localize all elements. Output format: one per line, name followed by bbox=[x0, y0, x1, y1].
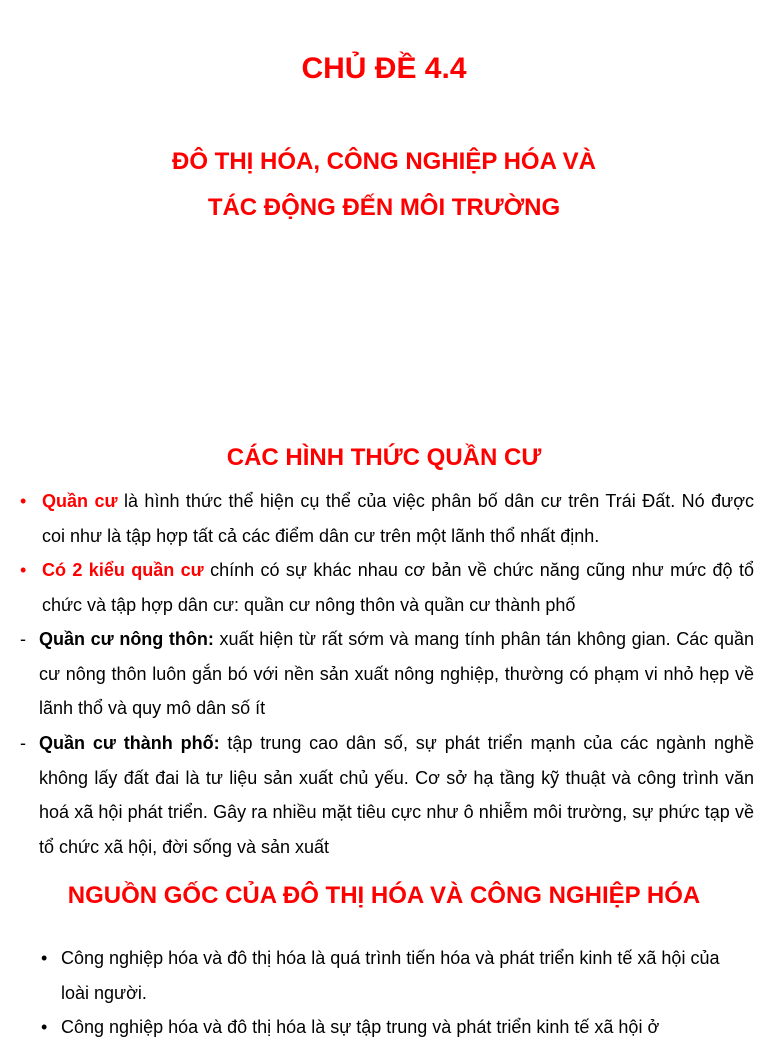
section-heading-settlement: CÁC HÌNH THỨC QUẦN CƯ bbox=[226, 444, 542, 471]
section-heading-origins: NGUỒN GỐC CỦA ĐÔ THỊ HÓA VÀ CÔNG NGHIỆP HÓA bbox=[67, 882, 701, 909]
paragraph bbox=[39, 726, 754, 864]
lead-term: Quần cư nông thôn: bbox=[39, 629, 214, 649]
subtitle-line-2: TÁC ĐỘNG ĐẾN MÔI TRƯỜNG bbox=[207, 194, 561, 221]
paragraph-text: xuất hiện từ rất sớm và mang tính phân tán không gian. Các quần cư nông thôn luôn gắn bó với nền sản xuất nông nghiệp, thường có phạm vi nhỏ hẹp về lãnh thổ và quy mô dân số ít bbox=[39, 629, 754, 718]
bullet-marker: • bbox=[41, 948, 48, 968]
subtitle-line-1: ĐÔ THỊ HÓA, CÔNG NGHIỆP HÓA VÀ bbox=[171, 148, 597, 175]
lead-term: Quần cư thành phố: bbox=[39, 733, 220, 753]
bullet-marker: • bbox=[41, 1017, 48, 1037]
lead-term: Có 2 kiểu quần cư bbox=[42, 560, 204, 580]
paragraph bbox=[42, 484, 754, 553]
topic-title: CHỦ ĐỀ 4.4 bbox=[301, 52, 467, 85]
lead-term: Quần cư bbox=[42, 491, 118, 511]
dash-marker: - bbox=[20, 733, 26, 753]
paragraph-text: tập trung cao dân số, sự phát triển mạnh của các ngành nghề không lấy đất đai là tư liệu sản xuất chủ yếu. Cơ sở hạ tầng kỹ thuật và công trình văn hoá xã hội phát triển. Gây ra nhiều mặt tiêu cực như ô nhiễm môi trường, sự phức tạp về tổ chức xã hội, đời sống và sản xuất bbox=[39, 733, 754, 857]
paragraph: Công nghiệp hóa và đô thị hóa là quá trình tiến hóa và phát triển kinh tế xã hội của loài người. bbox=[61, 948, 720, 1003]
paragraph: Công nghiệp hóa và đô thị hóa là sự tập trung và phát triển kinh tế xã hội ở bbox=[61, 1017, 660, 1037]
paragraph-text: là hình thức thể hiện cụ thể của việc phân bố dân cư trên Trái Đất. Nó được coi như là tập hợp tất cả các điểm dân cư trên một lãnh thổ nhất định. bbox=[42, 491, 754, 546]
paragraph bbox=[39, 622, 754, 726]
paragraph-text: chính có sự khác nhau cơ bản về chức năng cũng như mức độ tổ chức và tập hợp dân cư: quần cư nông thôn và quần cư thành phố bbox=[42, 560, 754, 615]
paragraph bbox=[42, 553, 754, 622]
bullet-marker: • bbox=[20, 491, 27, 511]
dash-marker: - bbox=[20, 629, 26, 649]
bullet-marker: • bbox=[20, 560, 27, 580]
